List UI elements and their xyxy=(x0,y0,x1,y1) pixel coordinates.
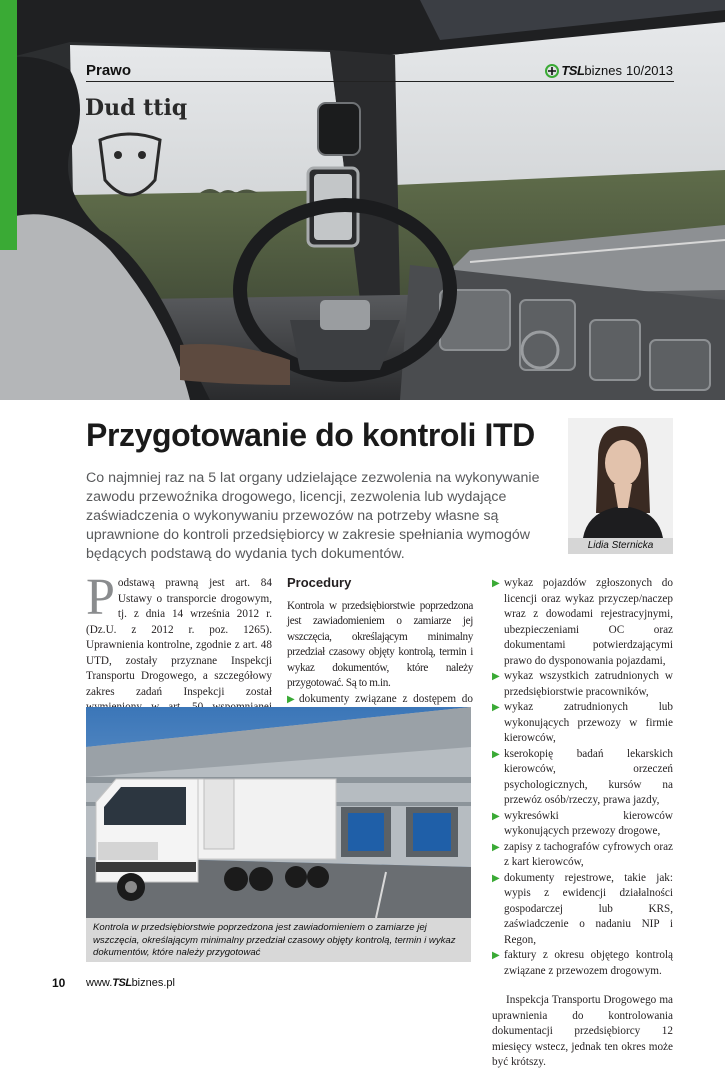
article-lead: Co najmniej raz na 5 lat organy udzielające zezwolenia na wykonywanie zawodu przewoźnika drogowego, licencji, zezwolenia lub wydające zaświadczenia o wykonywaniu przewozów na potrzeby własne są uprawnione do kontroli przedsiębiorcy w zakresie spełniania wymogów będących podstawą do wydania tych dokumentów. xyxy=(86,470,540,562)
list-item: ▶ dokumenty rejestrowe, takie jak: wypis z ewidencji działalności gospodarczej lub KRS, zaświadczenie o nadaniu NIP i Regon, xyxy=(492,871,673,946)
column-2-text: Kontrola w przedsiębiorstwie poprzedzona jest zawiadomieniem o zamiarze jej wszczęcia, określającym minimalny przedział czasowy objęty kontrolą, termin i wykaz dokumentów, które należy przygotować. Są to m.in. xyxy=(287,599,473,689)
truck-photo xyxy=(86,707,471,918)
section-label: Prawo xyxy=(86,62,132,79)
windshield-sticker-text: Dud ttiq xyxy=(85,95,188,121)
section-accent-bar xyxy=(0,0,17,250)
bullet-arrow-icon: ▶ xyxy=(492,841,500,853)
hero-photo xyxy=(0,0,725,400)
bullet-arrow-icon: ▶ xyxy=(492,578,500,589)
list-item: ▶ wykaz zatrudnionych lub wykonujących przewozy w firmie kierowców, xyxy=(492,701,673,744)
warehouse-truck-illustration xyxy=(86,707,471,918)
footer-url xyxy=(86,977,175,989)
list-item: ▶ faktury z okresu objętego kontrolą związane z przewozem drogowym. xyxy=(492,949,673,977)
tsl-logo-icon xyxy=(545,64,559,78)
bullet-arrow-icon: ▶ xyxy=(492,702,500,713)
article-column-3 xyxy=(492,576,673,1071)
bullet-arrow-icon: ▶ xyxy=(492,810,500,822)
list-item: ▶ wykaz pojazdów zgłoszonych do licencji oraz wykaz przyczep/naczep wraz z dowodami rejestracyjnymi, ubezpieczeniami OC oraz dokumentami potwierdzającymi prawo do dysponowania pojazdami, xyxy=(492,577,673,667)
cab-interior-illustration xyxy=(0,0,725,400)
header-rule xyxy=(86,81,674,82)
footer-url-prefix: www. xyxy=(86,977,113,989)
author-name: Lidia Sternicka xyxy=(568,538,673,554)
author-photo xyxy=(568,418,673,538)
closing-paragraph: Inspekcja Transportu Drogowego ma uprawnienia do kontrolowania dokumentacji przedsiębiorcy 12 miesięcy wstecz, jednak ten okres może być krótszy. xyxy=(492,994,673,1068)
procedures-heading: Procedury xyxy=(287,575,352,590)
logo-tsl-text: TSL xyxy=(561,63,585,78)
page-number: 10 xyxy=(52,976,66,990)
bullet-arrow-icon: ▶ xyxy=(492,671,500,682)
list-item: ▶ zapisy z tachografów cyfrowych oraz z kart kierowców, xyxy=(492,840,673,868)
list-item: ▶ wykresówki kierowców wykonujących przewozy drogowe, xyxy=(492,809,673,837)
list-item: ▶ wykaz wszystkich zatrudnionych w przedsiębiorstwie pracowników, xyxy=(492,670,673,698)
column-1-text: odstawą prawną jest art. 84 Ustawy o transporcie drogowym, tj. z dnia 14 września 2012 r. (Dz.U. z 2012 r. poz. 1265). Uprawnienia kontrolne, zgodnie z art. 48 UTD, zostały przyznane Inspekcji Transportu Drogowego, a szczegółowy zakres zadań Inspekcji został xyxy=(86,577,272,698)
bullet-arrow-icon: ▶ xyxy=(492,950,500,961)
photo-caption: Kontrola w przedsiębiorstwie poprzedzona jest zawiadomieniem o zamiarze jej wszczęcia, określającym minimalny przedział czasowy objęty kontrolą, termin i wykaz dokumentów, które należy przygotować xyxy=(86,918,471,962)
bullet-arrow-icon: ▶ xyxy=(492,748,500,760)
footer-url-tsl: TSL xyxy=(112,977,132,989)
bullet-arrow-icon: ▶ xyxy=(287,693,295,705)
article-column-2 xyxy=(287,575,473,723)
logo-biznes-text: biznes xyxy=(584,63,622,78)
list-item: ▶ kserokopię badań lekarskich kierowców, orzeczeń psychologicznych, kursów na przewóz osób/rzeczy, prawa jazdy, xyxy=(492,747,673,806)
drop-cap: P xyxy=(86,569,115,626)
issue-number: 10/2013 xyxy=(626,63,673,78)
footer-url-suffix: biznes.pl xyxy=(131,977,175,989)
list-item: ▶ dokumenty związane z dostępem do xyxy=(287,692,473,723)
column-3-bullet-list xyxy=(492,576,673,979)
magazine-issue-block xyxy=(545,63,673,78)
bullet-arrow-icon: ▶ xyxy=(492,872,500,884)
article-title: Przygotowanie do kontroli ITD xyxy=(86,417,535,453)
